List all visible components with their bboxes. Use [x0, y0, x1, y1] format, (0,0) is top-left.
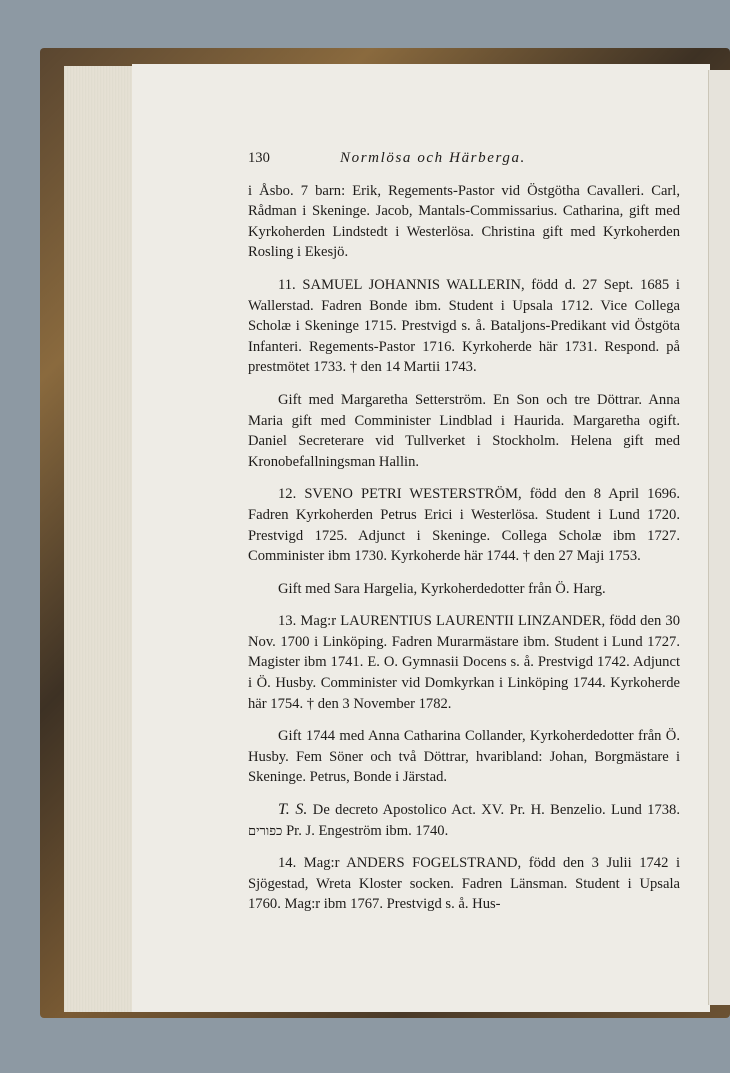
- paragraph: Gift med Sara Hargelia, Kyrkoherdedotter från Ö. Harg.: [278, 580, 606, 597]
- hebrew-word: כפורים: [248, 822, 283, 838]
- ts-paragraph: [248, 800, 680, 841]
- ts-part1: De decreto Apostolico Act. XV. Pr. H. Benzelio. Lund 1738.: [312, 802, 681, 819]
- running-header: [248, 148, 680, 169]
- paragraph: 11. SAMUEL JOHANNIS WALLERIN, född d. 27 Sept. 1685 i Wallerstad. Fadren Bonde ibm. Student i Upsala 1712. Vice Collega Scholæ i Skeninge 1715. Prestvigd s. å. Bataljons-Predikant vid Östgöta Infanteri. Regements-Pastor 1716. Kyrkoherde här 1731. Respond. på prestmötet 1733. † den 14 Martii 1743.: [248, 276, 680, 376]
- running-title: Normlösa och Härberga.: [340, 150, 526, 166]
- ts-part2: Pr. J. Engeström ibm. 1740.: [286, 822, 449, 839]
- paragraph: Gift med Margaretha Setterström. En Son och tre Döttrar. Anna Maria gift med Comminister Lindblad i Haurida. Margaretha ogift. Daniel Secreterare vid Tullverket i Stockholm. Helena gift med Kronobefallningsman Hallin.: [248, 391, 680, 470]
- paragraph: 14. Mag:r ANDERS FOGELSTRAND, född den 3 Julii 1742 i Sjögestad, Wreta Kloster socken. Fadren Länsman. Student i Upsala 1760. Mag:r ibm 1767. Prestvigd s. å. Hus-: [248, 855, 680, 913]
- paragraph: 13. Mag:r LAURENTIUS LAURENTII LINZANDER, född den 30 Nov. 1700 i Linköping. Fadren Murarmästare ibm. Student i Lund 1727. Magister ibm 1741. E. O. Gymnasii Docens s. å. Prestvigd 1742. Adjunct i Ö. Husby. Comminister vid Domkyrkan i Linköping 1744. Kyrkoherde här 1754. † den 3 November 1782.: [248, 613, 680, 712]
- ts-label: T. S.: [278, 801, 308, 819]
- paragraph: i Åsbo. 7 barn: Erik, Regements-Pastor vid Östgötha Cavalleri. Carl, Rådman i Skeninge. Jacob, Mantals-Commissarius. Catharina, gift med Kyrkoherden Lindstedt i Westerlösa. Christina gift med Kyrkoherden Rosling i Ekesjö.: [248, 182, 680, 261]
- paragraph: 12. SVENO PETRI WESTERSTRÖM, född den 8 April 1696. Fadren Kyrkoherden Petrus Erici i Westerlösa. Student i Lund 1720. Prestvigd 1725. Adjunct i Skeninge. Collega Scholæ ibm 1727. Comminister ibm 1730. Kyrkoherde här 1744. † den 27 Maji 1753.: [248, 486, 680, 565]
- page-number: 130: [248, 150, 270, 166]
- page-text: [248, 148, 680, 915]
- paragraph: Gift 1744 med Anna Catharina Collander, Kyrkoherdedotter från Ö. Husby. Fem Söner och två Döttrar, hvaribland: Johan, Borgmästare i Skeninge. Petrus, Bonde i Järstad.: [248, 728, 680, 786]
- next-page-edge: [708, 70, 730, 1005]
